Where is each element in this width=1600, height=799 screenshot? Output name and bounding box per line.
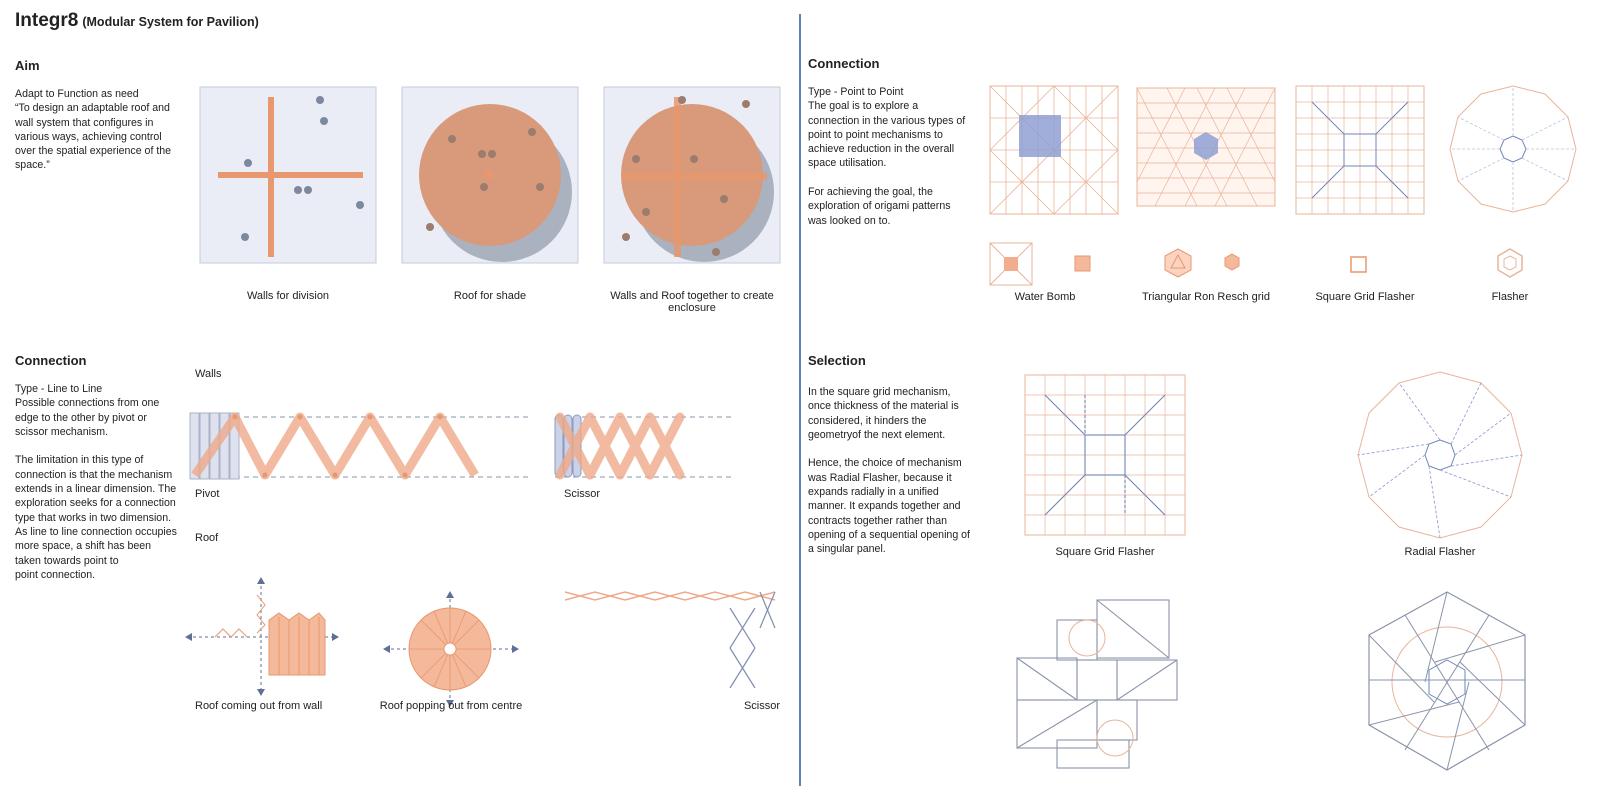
roof-label: Roof [195,532,219,544]
caption-selection-radial: Radial Flasher [1404,546,1476,558]
square-flasher-panels [1015,598,1187,770]
arrow-up [257,577,265,584]
caption-water-bomb: Water Bomb [1014,291,1076,303]
ron-resch-pattern [1137,80,1275,214]
ron-resch-folded [1223,253,1241,271]
module-fill [1004,257,1018,271]
ron-resch-module [1163,248,1193,278]
caption-walls-division: Walls for division [246,290,330,302]
square-grid-flasher-pattern [1296,86,1424,214]
pattern-spirals [1450,86,1576,212]
walls-roof-enclosure-diagram [604,87,780,263]
selection-text: In the square grid mechanism, once thickness of the material is considered, it hinders the geometryof the next element. Hence, the choice of mechanism was Radial Flasher, because it expands radially in a unified manner. It expands together and contracts together rather than opening of a sequential opening of a singular panel. [808,386,970,556]
water-bomb-folded [1075,256,1091,272]
page-title [15,10,259,32]
caption-roof-from-centre: Roof popping out from centre [379,700,523,712]
radial-flasher-panels [1365,590,1530,775]
scissor-mechanism-diagram [555,405,735,490]
pivot-mechanism-diagram [190,405,530,490]
pivot-label: Pivot [195,488,220,500]
folded-hex [1225,254,1239,270]
roof-panel [269,613,325,675]
title-text: Integr8 [15,10,79,31]
roof-scissor-diagram [565,588,780,698]
aim-text: Adapt to Function as need “To design an adaptable roof and wall system that configures in various ways, achieving control over the spatial experience of the space.” [15,88,172,172]
caption-ron-resch: Triangular Ron Resch grid [1142,291,1270,303]
selection-radial-flasher [1355,370,1525,540]
scissor-arm-lower [565,592,775,600]
connection-point-text: Type - Point to Point The goal is to explore a connection in the various types of point to point mechanisms to achieve reduction in the overall space utilisation. For achieving the goal, the exploration of origami patterns was looked on to. [808,86,966,227]
caption-selection-square: Square Grid Flasher [1055,546,1155,558]
folded-inner [1504,256,1516,270]
arrow-up [446,591,454,598]
square-flasher-folded [1350,256,1368,274]
panel-tiles [1017,600,1177,768]
arrow-right [512,645,519,653]
water-bomb-pattern [990,86,1118,214]
subtitle-text: (Modular System for Pavilion) [82,15,259,29]
pattern-core [1425,440,1455,470]
caption-roof-scissor: Scissor [743,700,780,712]
pattern-spirals [1358,383,1522,538]
arrow-right [332,633,339,641]
pivot-circle [1069,620,1105,656]
wall-horizontal [218,172,363,178]
walls-division-diagram [200,87,376,263]
roof-from-wall-diagram [185,575,345,695]
selection-square-flasher [1025,375,1187,537]
folded-square [1351,257,1366,272]
caption-roof-shade: Roof for shade [453,290,527,302]
roof-from-centre-diagram [385,593,525,705]
flasher-folded [1495,248,1525,278]
zigzag-vertical [257,595,265,633]
water-bomb-module [990,243,1034,287]
roof-center [485,171,493,179]
flasher-pattern [1448,84,1578,214]
caption-flasher: Flasher [1491,291,1529,303]
connection-line-heading: Connection [15,353,87,368]
scissor-label: Scissor [564,488,601,500]
arrow-left [383,645,390,653]
scissor-vertical [730,592,775,688]
roof-shade-diagram [402,87,578,263]
connection-line-text: Type - Line to Line Possible connections from one edge to the other by pivot or scissor mechanism. The limitation in this type of connection is that the mechanism extends in a linear dimension. The exploration seeks for a connection type that works in two dimension. As line to line connection occupies more space, a shift has been taken towards point to point connection. [15,383,177,581]
caption-roof-from-wall: Roof coming out from wall [195,700,323,712]
zigzag-horizontal [215,629,247,637]
wall-horizontal [622,173,767,180]
pivot-circle [1097,720,1133,756]
selection-heading: Selection [808,353,866,368]
aim-heading: Aim [15,58,40,73]
connection-point-heading: Connection [808,56,880,71]
arrow-down [257,689,265,696]
folded-outer [1498,249,1522,277]
caption-walls-roof: Walls and Roof together to create enclosure [610,290,774,314]
arrow-left [185,633,192,641]
caption-square-grid-flasher: Square Grid Flasher [1315,291,1415,303]
module-hex [1165,249,1191,277]
highlight-module [1019,115,1061,157]
divider-line [799,14,801,786]
pattern-outline [1358,372,1522,538]
roof-hub [444,643,456,655]
walls-label: Walls [195,368,222,380]
folded-square [1075,256,1090,271]
